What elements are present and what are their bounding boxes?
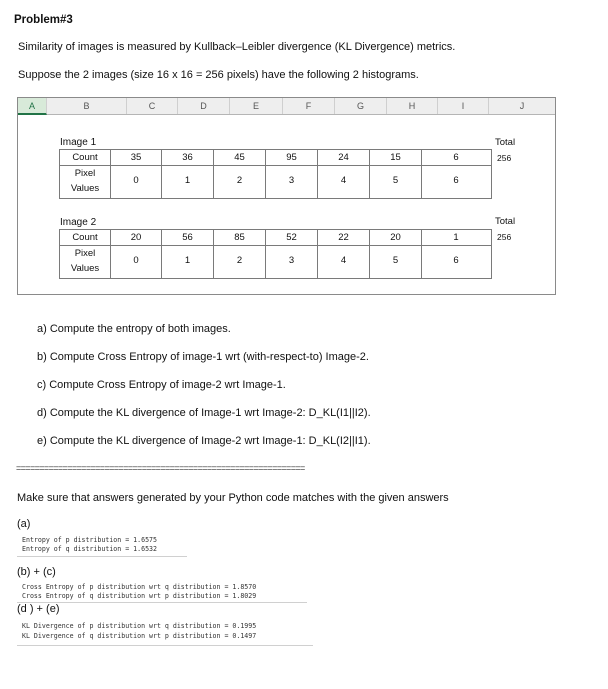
answer-bc-divider bbox=[17, 602, 307, 603]
image2-count-cell: 20 bbox=[390, 232, 401, 243]
answer-a-line1: Entropy of p distribution = 1.6575 bbox=[22, 536, 157, 544]
image2-values-label: Values bbox=[70, 263, 100, 274]
image1-pixel-cell: 3 bbox=[288, 175, 295, 186]
column-header-j[interactable]: J bbox=[519, 101, 525, 111]
answer-bc-line1: Cross Entropy of p distribution wrt q distribution = 1.8570 bbox=[22, 583, 257, 591]
image2-pixel-label: Pixel bbox=[74, 248, 96, 259]
answer-a-label: (a) bbox=[17, 518, 31, 530]
image2-count-cell: 56 bbox=[182, 232, 193, 243]
image1-count-cell: 24 bbox=[338, 152, 349, 163]
answer-bc-line2: Cross Entropy of q distribution wrt p distribution = 1.8029 bbox=[22, 592, 257, 600]
image1-count-cell: 95 bbox=[286, 152, 297, 163]
image2-label: Image 2 bbox=[60, 217, 97, 228]
image2-pixel-cell: 3 bbox=[288, 255, 295, 266]
image2-count-cell: 1 bbox=[453, 232, 459, 243]
image1-pixel-cell: 1 bbox=[184, 175, 191, 186]
answer-a-divider bbox=[17, 556, 187, 557]
question-e: e) Compute the KL divergence of Image-2 wrt Image-1: D_KL(I2||I1). bbox=[37, 435, 371, 447]
image1-pixel-cell: 6 bbox=[453, 175, 459, 186]
image1-count-cell: 45 bbox=[234, 152, 245, 163]
image1-total-label: Total bbox=[495, 137, 516, 148]
answer-bc-label: (b) + (c) bbox=[17, 566, 56, 578]
image1-pixel-cell: 4 bbox=[340, 175, 347, 186]
image1-count-cell: 35 bbox=[130, 152, 142, 163]
image1-count-cell: 6 bbox=[453, 152, 459, 163]
image2-pixel-cell: 6 bbox=[453, 255, 459, 266]
column-header-row bbox=[18, 98, 555, 115]
column-header-c[interactable]: C bbox=[127, 98, 178, 114]
separator-line: ============================================================== bbox=[16, 463, 305, 473]
image2-total-label: Total bbox=[495, 216, 516, 227]
question-c: c) Compute Cross Entropy of image-2 wrt Image-1. bbox=[37, 379, 286, 391]
image2-pixel-cell: 0 bbox=[133, 255, 139, 266]
answer-de-line2: KL Divergence of q distribution wrt p distribution = 0.1497 bbox=[22, 632, 257, 640]
image2-pixel-cell: 5 bbox=[392, 255, 399, 266]
answer-de-label: (d ) + (e) bbox=[17, 603, 60, 615]
image2-count-cell: 85 bbox=[234, 232, 245, 243]
answer-de-divider bbox=[17, 645, 313, 646]
image2-count-cell: 20 bbox=[130, 232, 142, 243]
question-a: a) Compute the entropy of both images. bbox=[37, 323, 231, 335]
column-header-a[interactable]: A bbox=[18, 98, 47, 115]
image1-label: Image 1 bbox=[60, 137, 97, 148]
histogram-spreadsheet bbox=[17, 97, 556, 295]
instructions-text: Make sure that answers generated by your Python code matches with the given answers bbox=[17, 492, 449, 504]
question-b: b) Compute Cross Entropy of image-1 wrt (with-respect-to) Image-2. bbox=[37, 351, 369, 363]
column-header-d[interactable]: D bbox=[178, 98, 230, 114]
column-header-b[interactable]: B bbox=[47, 98, 127, 114]
image1-pixel-label: Pixel bbox=[74, 168, 96, 179]
suppose-text: Suppose the 2 images (size 16 x 16 = 256 pixels) have the following 2 histograms. bbox=[18, 69, 419, 81]
column-header-e[interactable]: E bbox=[230, 98, 283, 114]
answer-de-line1: KL Divergence of p distribution wrt q distribution = 0.1995 bbox=[22, 622, 257, 630]
image2-count-label: Count bbox=[72, 232, 98, 243]
column-header-h[interactable]: H bbox=[387, 98, 438, 114]
image1-count-cell: 36 bbox=[182, 152, 193, 163]
answer-a-line2: Entropy of q distribution = 1.6532 bbox=[22, 545, 157, 553]
column-header-i[interactable]: I bbox=[438, 98, 489, 114]
image2-count-cell: 22 bbox=[338, 232, 349, 243]
image2-count-cell: 52 bbox=[286, 232, 297, 243]
image1-pixel-cell: 5 bbox=[392, 175, 399, 186]
image1-total-value: 256 bbox=[497, 153, 512, 163]
column-header-f[interactable]: F bbox=[283, 98, 335, 114]
image1-pixel-cell: 2 bbox=[236, 175, 243, 186]
question-d: d) Compute the KL divergence of Image-1 wrt Image-2: D_KL(I1||I2). bbox=[37, 407, 371, 419]
column-header-g[interactable]: G bbox=[335, 98, 387, 114]
image1-pixel-cell: 0 bbox=[133, 175, 139, 186]
image2-total-value: 256 bbox=[497, 232, 512, 242]
image1-count-label: Count bbox=[72, 152, 98, 163]
image1-count-cell: 15 bbox=[390, 152, 401, 163]
image2-pixel-cell: 4 bbox=[340, 255, 347, 266]
image2-pixel-cell: 2 bbox=[236, 255, 243, 266]
image2-pixel-cell: 1 bbox=[184, 255, 191, 266]
image1-values-label: Values bbox=[70, 183, 100, 194]
problem-title: Problem#3 bbox=[14, 14, 73, 26]
intro-text: Similarity of images is measured by Kullback–Leibler divergence (KL Divergence) metrics. bbox=[18, 41, 456, 53]
